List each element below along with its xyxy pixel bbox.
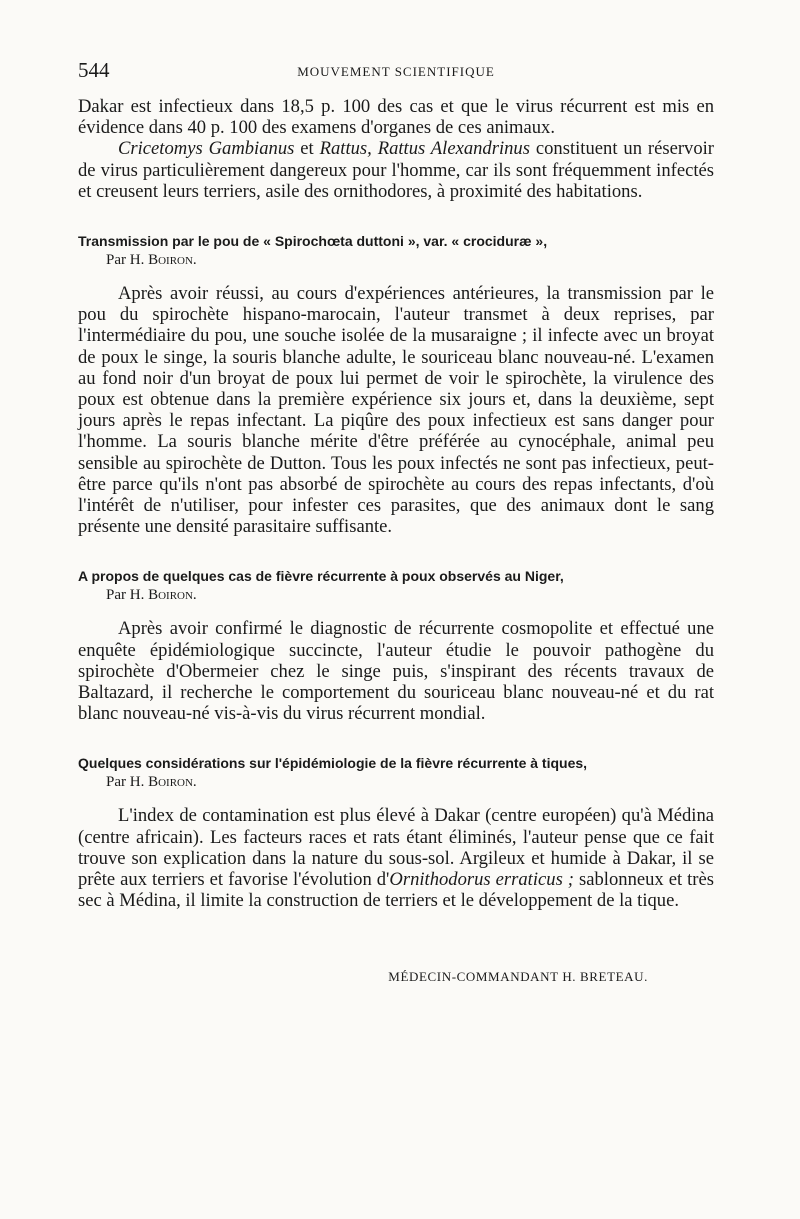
journal-page [78,58,714,985]
section-heading: A propos de quelques cas de fièvre récurrente à poux observés au Niger, [78,568,564,585]
section-body: L'index de contamination est plus élevé à Dakar (centre européen) qu'à Médina (centre africain). Les facteurs races et rats étant éliminés, l'auteur pense que ce fait trouve son explication dans la nature du sous-sol. Argileux et humide à Dakar, il se prête aux terriers et favorise l'évolution d'Ornithodorus erraticus ; sablonneux et très sec à Médina, il limite la construction de terriers et le développement de la tique. [78,805,714,912]
species-name: Rattus, Rattus Alexandrinus [319,138,530,160]
intro-paragraph-1: Dakar est infectieux dans 18,5 p. 100 des cas et que le virus récurrent est mis en évidence dans 40 p. 100 des examens d'organes de ces animaux. [78,96,714,139]
section-body: Après avoir réussi, au cours d'expériences antérieures, la transmission par le pou du spirochète hispano-marocain, l'auteur transmet à deux reprises, par l'intermédiaire du pou, une souche isolée de la musaraigne ; il infecte avec un broyat de poux le singe, la souris blanche adulte, le souriceau blanc nouveau-né. L'examen au fond noir d'un broyat de poux lui permet de voir le spirochète, la virulence des poux est obtenue dans la première expérience six jours et, dans la deuxième, sept jours après le repas infectant. La piqûre des poux infectieux est sans danger pour l'homme. La souris blanche mérite d'être préférée au cynocéphale, animal peu sensible au spirochète de Dutton. Tous les poux infectés ne sont pas infectieux, peut-être parce qu'ils n'ont pas absorbé de spirochète au cours des repas infectants, d'où l'intérêt de n'utiliser, pour infester ces parasites, que des animaux dont le sang présente une densité parasitaire suffisante. [78,283,714,538]
species-name: Ornithodorus erraticus ; [389,869,575,891]
section-author: Par H. Boiron. [106,252,197,269]
section-transmission [78,232,714,537]
section-author: Par H. Boiron. [106,774,197,791]
section-niger [78,567,714,724]
section-body: Après avoir confirmé le diagnostic de récurrente cosmopolite et effectué une enquête épidémiologique succincte, l'auteur étudie le pouvoir pathogène du spirochète d'Obermeier chez le singe puis, s'inspirant des récents travaux de Baltazard, il recherche le comportement du souriceau blanc nouveau-né et du rat blanc nouveau-né vis-à-vis du virus récurrent mondial. [78,618,714,725]
signature: MÉDECIN-COMMANDANT H. BRETEAU. [388,969,648,985]
running-head [78,58,714,84]
running-title: MOUVEMENT SCIENTIFIQUE [297,64,495,79]
page-number: 544 [78,58,110,82]
section-heading: Transmission par le pou de « Spirochœta duttoni », var. « crociduræ », [78,233,548,250]
species-name: Cricetomys Gambianus [118,138,295,160]
intro-paragraph-2: Cricetomys Gambianus et Rattus, Rattus Alexandrinus constituent un réservoir de virus particulièrement dangereux pour l'homme, car ils sont fréquemment infectés et creusent leurs terriers, asile des ornithodores, à proximité des habitations. [78,138,714,202]
section-epidemiologie [78,754,714,911]
section-author: Par H. Boiron. [106,587,197,604]
section-heading: Quelques considérations sur l'épidémiologie de la fièvre récurrente à tiques, [78,755,588,772]
